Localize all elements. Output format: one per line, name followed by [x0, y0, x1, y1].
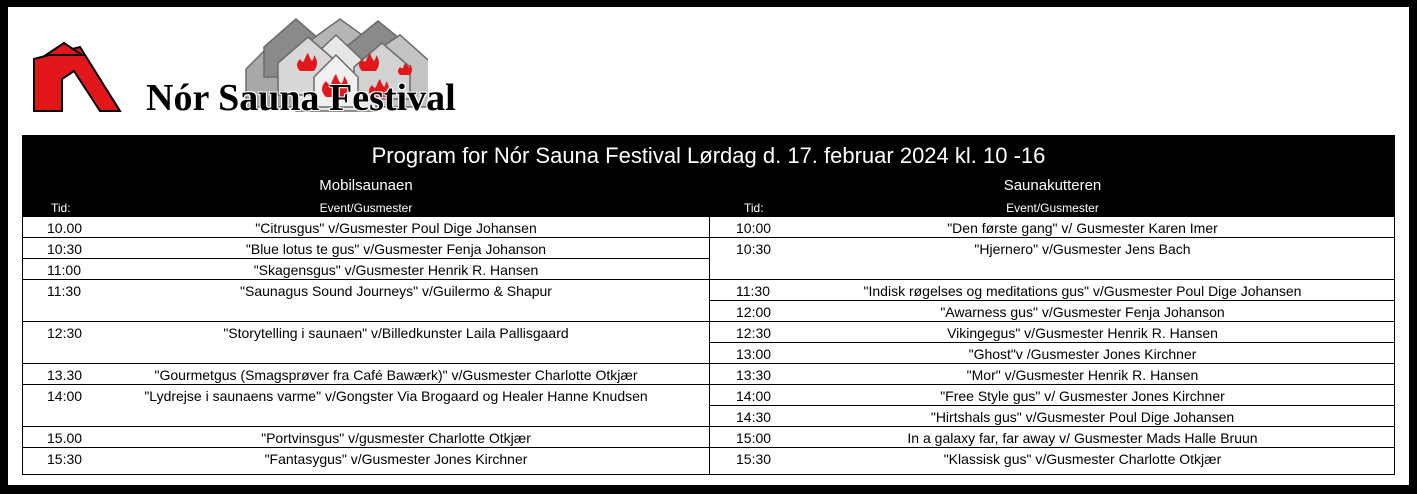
row-time: 15:30 [47, 451, 83, 467]
time-header: Tid: [744, 201, 764, 215]
schedule-row [710, 427, 1395, 448]
schedule-row [710, 448, 1395, 469]
column-saunakutteren [709, 174, 1395, 474]
row-event: "Citrusgus" v/Gusmester Poul Dige Johansen [255, 220, 537, 236]
row-time: 10:00 [736, 220, 772, 236]
row-time: 12:30 [736, 325, 772, 341]
schedule-row [710, 238, 1395, 280]
row-event: "Skagensgus" v/Gusmester Henrik R. Hansen [253, 262, 539, 278]
row-time: 13:00 [736, 346, 772, 362]
program-title: Program for Nór Sauna Festival Lørdag d. 17. februar 2024 kl. 10 -16 [23, 136, 1394, 174]
row-event: "Ghost"v /Gusmester Jones Kirchner [968, 346, 1197, 362]
event-header: Event/Gusmester [319, 201, 413, 215]
row-time: 13.30 [47, 367, 83, 383]
row-time: 10.00 [47, 220, 83, 236]
schedule-row [710, 343, 1395, 364]
row-time: 10:30 [47, 241, 83, 257]
row-event: "Hirtshals gus" v/Gusmester Poul Dige Johansen [930, 409, 1235, 425]
row-event: "Blue lotus te gus" v/Gusmester Fenja Johanson [245, 241, 547, 257]
program-page [8, 7, 1409, 485]
row-event: "Fantasygus" v/Gusmester Jones Kirchner [264, 451, 528, 467]
festival-logo [8, 7, 456, 127]
schedule-row [23, 259, 709, 280]
row-event: "Free Style gus" v/ Gusmester Jones Kirchner [940, 388, 1225, 404]
row-time: 11:00 [47, 262, 81, 278]
column-subheader [710, 198, 1395, 217]
program-table [22, 135, 1395, 475]
event-header: Event/Gusmester [1006, 201, 1099, 215]
row-event: "Indisk røgelses og meditations gus" v/Gusmester Poul Dige Johansen [863, 283, 1302, 299]
schedule-row [23, 322, 709, 364]
row-event: Vikingegus" v/Gusmester Henrik R. Hansen [947, 325, 1218, 341]
row-event: "Gourmetgus (Smagsprøver fra Café Bawærk)" v/Gusmester Charlotte Otkjær [154, 367, 638, 383]
row-time: 10:30 [736, 241, 772, 257]
row-time: 15.00 [47, 430, 83, 446]
schedule-row [23, 364, 709, 385]
row-time: 15:00 [736, 430, 772, 446]
row-time: 12:00 [736, 304, 772, 320]
schedule-row [710, 280, 1395, 301]
row-event: "Lydrejse i saunaens varme" v/Gongster Via Brogaard og Healer Hanne Knudsen [144, 388, 648, 404]
row-time: 15:30 [736, 451, 772, 467]
time-header: Tid: [51, 201, 71, 215]
schedule-row [710, 301, 1395, 322]
row-event: "Hjernero" v/Gusmester Jens Bach [974, 241, 1191, 257]
row-time: 14:00 [736, 388, 772, 404]
row-time: 12:30 [47, 325, 83, 341]
logo-text: Nór Sauna Festival [146, 77, 456, 119]
row-event: "Den første gang" v/ Gusmester Karen Imer [947, 220, 1218, 236]
schedule-row [710, 385, 1395, 406]
row-time: 14:00 [47, 388, 83, 404]
row-time: 14:30 [736, 409, 772, 425]
row-time: 11:30 [736, 283, 770, 299]
schedule-row [710, 217, 1395, 238]
row-event: "Storytelling i saunaen" v/Billedkunster Laila Pallisgaard [223, 325, 569, 341]
column-mobilsaunaen [23, 174, 709, 474]
column-subheader [23, 198, 709, 217]
column-heading: Mobilsaunaen [23, 174, 709, 198]
schedule-row [23, 280, 709, 322]
row-event: "Mor" v/Gusmester Henrik R. Hansen [966, 367, 1199, 383]
schedule-row [23, 238, 709, 259]
schedule-row [710, 406, 1395, 427]
schedule-row [710, 364, 1395, 385]
schedule-row [23, 217, 709, 238]
schedule-row [23, 427, 709, 448]
row-time: 13:30 [736, 367, 772, 383]
row-event: "Awarness gus" v/Gusmester Fenja Johanson [940, 304, 1225, 320]
row-event: "Portvinsgus" v/gusmester Charlotte Otkjær [261, 430, 531, 446]
column-heading: Saunakutteren [710, 174, 1395, 198]
schedule-row [23, 448, 709, 469]
schedule-row [23, 385, 709, 427]
row-event: In a galaxy far, far away v/ Gusmester Mads Halle Bruun [907, 430, 1258, 446]
schedule-row [710, 322, 1395, 343]
row-time: 11:30 [47, 283, 81, 299]
red-n-icon [34, 43, 120, 111]
row-event: "Klassisk gus" v/Gusmester Charlotte Otkjær [943, 451, 1222, 467]
row-event: "Saunagus Sound Journeys" v/Guilermo & Shapur [240, 283, 552, 299]
